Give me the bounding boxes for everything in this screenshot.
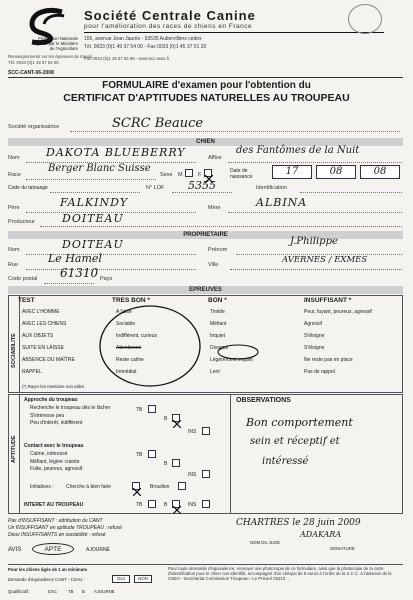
interest-ins-checkbox[interactable]	[202, 500, 210, 508]
check-mark-icon	[173, 506, 181, 514]
federation-text: Fédération Nationale agréée par le Ministère de l'Agriculture	[34, 36, 78, 51]
contact-ins-checkbox[interactable]	[202, 470, 210, 478]
dogs-age: Pour les chiens âgés de 1 an minimum	[8, 567, 88, 572]
test-row: AUX OBJETS Indifférent, curieux Inquiet S'éloigne	[22, 333, 325, 339]
qualif-b[interactable]: B	[82, 589, 85, 594]
place-date: CHARTRES le 28 juin 2009	[236, 518, 361, 528]
lof-label: N° LOF	[146, 185, 165, 191]
dob-year[interactable]: 08	[360, 165, 400, 179]
dog-name-label: Nom	[8, 155, 20, 161]
street-value: Le Hamel	[48, 252, 102, 265]
mother-value: ALBINA	[256, 196, 308, 209]
observation-line: Bon comportement	[246, 416, 353, 429]
brouillon-checkbox[interactable]	[178, 482, 186, 490]
org-name: Société Centrale Canine	[84, 8, 256, 23]
equiv-non-option[interactable]: NON	[134, 575, 152, 583]
col-test: TEST	[18, 297, 35, 304]
dob-month[interactable]: 08	[316, 165, 356, 179]
sex-label: Sexe	[160, 172, 173, 178]
father-value: FALKINDY	[60, 196, 129, 209]
circle-mark-icon	[216, 342, 260, 362]
observation-line: intéressé	[262, 456, 309, 467]
contact-title: Contact avec le troupeau	[24, 443, 84, 449]
street-label: Rue	[8, 262, 19, 268]
zip-value: 61310	[60, 266, 99, 280]
lof-value: 5355	[188, 179, 216, 192]
org-address: 155, avenue Jean Jaurès - 93535 Aubervilliers cedex	[84, 36, 202, 42]
title-line1: FORMULAIRE d'examen pour l'obtention du	[102, 80, 311, 91]
qualif-ajourne[interactable]: AJOURNE	[94, 589, 115, 594]
tests-rows	[22, 309, 400, 381]
breeder-value: DOITEAU	[62, 212, 124, 225]
check-mark-icon	[173, 420, 181, 428]
result-rule-1: Pas d'INSUFFISANT : attribution du CANT	[8, 518, 103, 524]
owner-first-value: J.Philippe	[290, 236, 338, 247]
aptitude-side-label: APTITUDE	[11, 435, 17, 463]
city-value: AVERNES / EXMES	[282, 255, 368, 265]
resa-phone: Tél. 0033 (0)1 49 37 54 00	[8, 60, 59, 65]
brouillon-label: Brouillon	[150, 484, 170, 490]
col-good: BON *	[208, 297, 227, 304]
dob-day[interactable]: 17	[272, 165, 312, 179]
ajourne-option[interactable]: AJOURNÉ	[86, 547, 110, 553]
check-mark-icon	[133, 488, 141, 496]
zip-label: Code postal	[8, 276, 38, 282]
test-row: RAPPEL Immédiat Lent Pas de rappel	[22, 369, 335, 375]
sociability-side-label: SOCIABILITE	[11, 333, 17, 368]
initiatives-value: Cherche à bien faire	[66, 484, 112, 490]
breed-value: Berger Blanc Suisse	[48, 163, 151, 174]
section-tests: EPREUVES	[8, 286, 403, 294]
organizer-value: SCRC Beauce	[112, 116, 204, 131]
apte-option[interactable]: APTE	[32, 543, 74, 555]
interest-b-checkbox[interactable]	[172, 500, 180, 508]
test-row: AVEC LES CHIENS Sociable Méfiant Agressif	[22, 321, 323, 327]
dog-name-value: DAKOTA BLUEBERRY	[46, 146, 186, 159]
qualif-tb[interactable]: TB	[68, 589, 74, 594]
observations-title: OBSERVATIONS	[236, 397, 291, 404]
equiv-oui-option[interactable]: OUI	[112, 575, 130, 583]
breeder-label: Producteur	[8, 219, 35, 225]
contact-b-checkbox[interactable]	[172, 459, 180, 467]
tests-footnote: (*) Rayer les mentions non utiles	[22, 384, 85, 389]
judge-name: ADAKARA	[300, 530, 342, 539]
col-very-good: TRES BON *	[112, 297, 150, 304]
certificate-form: Société Centrale Canine pour l'amélioration des races de chiens en France Fédération Nationale agréée par le Ministère de l'Agriculture 155, avenue Jean Jaurès - 93535 Aubervilliers cedex Tél. 0033 (0)1 49 37 54 00 - Fax 0033 (0)1 45 37 01 20 Renseignements sur les épreuves de travail Tél. 0033 (0)1 49 37 54 00 Fax 0033 (0)1 49 37 55 99 - www.scc.asso.fr SCC-CANT-06-2008 FORMULAIRE d'examen pour l'obtention du CERTIFICAT D'APTITUDES NATURELLES AU TROUPEAU Société organisatrice SCRC Beauce CHIEN Nom DAKOTA BLUEBERRY Affixe des Fantômes de la Nuit Race Berger Blanc Suisse Sexe M F Date de naissance 17 08 08 Code du tatouage N° LOF 5355 Identification Père FALKINDY Mère ALBINA Producteur DOITEAU PROPRIETAIRE Nom DOITEAU Prénom J.Philippe Rue Le Hamel Ville AVERNES / EXMES Code postal 61310 Pays EPREUVES SOCIABILITE TEST TRES BON * BON * INSUFFISANT * AVEC L'HOMME A l'aise Timide Peur, fuyant, peureux, agressif AVEC LES CHIENS Sociable Méfiant Agressif AUX OBJETS Indifférent, curieux Inquiet S'éloigne SUITE EN LAISSE Attentionné Divague S'éloigne ABSENCE DU MAÎTRE Reste calme Légèrement inquiet Ne reste pas en place RAPPEL Immédiat Lent Pas de rappel (*) Rayer les mentions non utiles APTITUDE Approche du troupeau Recherche le troupeau dès le lâcher S'intéresse peu Peu d'intérêt, indifférent TB B INS Contact avec le troupeau Calme, intéressé Méfiant, légère crainte Fuite, peureux, agressif TB B INS Initiatives : Cherche à bien faire Brouillon INTERET AU TROUPEAU TB B INS OBSERVATIONS Bon comportement sein et réceptif et intéressé Pas d'INSUFFISANT : attribution du CANT Un INSUFFISANT en aptitude TROUPEAU : refusé Deux INSUFFISANTS en sociabilité : refusé AVIS APTE AJOURNÉ CHARTRES le 28 juin 2009 ADAKARA NOM DU JUGE SIGNATURE Pour les chiens âgés de 1 an minimum Demande d'équivalence CANT - CSAU : OUI NON Qualificatif : EXC TB B AJOURNE Pour toute demande d'équivalence, renvoyer une photocopie de ce formulaire, ainsi que la photocopie de la carte d'identification pour le chien non identifié, accompagné d'un chèque de 8 euros à l'ordre de la S.C.C. à l'adresse de la CNEA - Secrétariat Commission Troupeau - Le Prieuré 03210 ...	[0, 0, 413, 600]
breed-label: Race	[8, 172, 21, 178]
interest-label: INTERET AU TROUPEAU	[24, 502, 84, 508]
contact-tb-checkbox[interactable]	[148, 450, 156, 458]
col-insufficient: INSUFFISANT *	[304, 297, 352, 304]
affix-value: des Fantômes de la Nuit	[236, 145, 360, 156]
approach-tb-checkbox[interactable]	[148, 405, 156, 413]
identification-label: Identification	[256, 185, 287, 191]
observation-line: sein et réceptif et	[250, 436, 340, 447]
dob-label: Date de naissance	[230, 168, 253, 180]
initiatives-label: Initiatives :	[30, 484, 54, 490]
circle-mark-icon	[95, 300, 205, 392]
section-owner: PROPRIETAIRE	[8, 231, 403, 239]
sex-male-checkbox[interactable]	[185, 169, 193, 177]
mother-label: Mère	[208, 205, 221, 211]
stamp-icon	[348, 4, 382, 34]
org-tagline: pour l'amélioration des races de chiens en France	[84, 23, 253, 30]
sex-female-checkbox[interactable]	[204, 169, 212, 177]
affix-label: Affixe	[208, 155, 222, 161]
approach-ins-checkbox[interactable]	[202, 427, 210, 435]
footer-instructions: Pour toute demande d'équivalence, renvoyer une photocopie de ce formulaire, ainsi que la photocopie de la carte d'identification pour le chien non identifié, accompagné d'un chèque de 8 euros à l'ordre de la S.C.C. à l'adresse de la CNEA - Secrétariat Commission Troupeau - Le Prieuré 03210 ...	[168, 566, 392, 581]
test-row: SUITE EN LAISSE Attentionné Divague S'éloigne	[22, 345, 325, 351]
owner-name-label: Nom	[8, 247, 20, 253]
equiv-label: Demande d'équivalence CANT - CSAU :	[8, 577, 85, 582]
result-rule-2: Un INSUFFISANT en aptitude TROUPEAU : refusé	[8, 525, 122, 531]
test-row: AVEC L'HOMME A l'aise Timide Peur, fuyant, peureux, agressif	[22, 309, 372, 315]
owner-first-label: Prénom	[208, 247, 228, 253]
country-label: Pays	[100, 276, 113, 282]
initiatives-checkbox[interactable]	[132, 482, 140, 490]
qualif-exc[interactable]: EXC	[48, 589, 57, 594]
organizer-label: Société organisatrice	[8, 124, 60, 130]
section-dog: CHIEN	[8, 138, 403, 146]
interest-tb-checkbox[interactable]	[148, 500, 156, 508]
form-reference: SCC-CANT-06-2008	[8, 70, 54, 76]
title-line2: CERTIFICAT D'APTITUDES NATURELLES AU TROUPEAU	[63, 92, 350, 104]
signature-label: SIGNATURE	[330, 546, 355, 551]
father-label: Père	[8, 205, 20, 211]
approach-b-checkbox[interactable]	[172, 414, 180, 422]
org-phone: Tél. 0033 (0)1 49 37 54 00 - Fax 0033 (0)1 45 37 01 20	[84, 44, 207, 50]
approach-title: Approche du troupeau	[24, 397, 78, 403]
owner-name-value: DOITEAU	[62, 238, 124, 251]
resa-line: Renseignements sur les épreuves de travail	[8, 54, 92, 59]
qualif-label: Qualificatif :	[8, 589, 31, 594]
test-row: ABSENCE DU MAÎTRE Reste calme Légèrement inquiet Ne reste pas en place	[22, 357, 353, 363]
result-rule-3: Deux INSUFFISANTS en sociabilité : refusé	[8, 532, 106, 538]
avis-label: AVIS	[8, 547, 22, 553]
tattoo-label: Code du tatouage	[8, 185, 48, 191]
city-label: Ville	[208, 262, 219, 268]
resa-fax: Fax 0033 (0)1 49 37 55 99 - www.scc.asso.fr	[84, 56, 170, 61]
judge-label: NOM DU JUGE	[250, 540, 281, 545]
